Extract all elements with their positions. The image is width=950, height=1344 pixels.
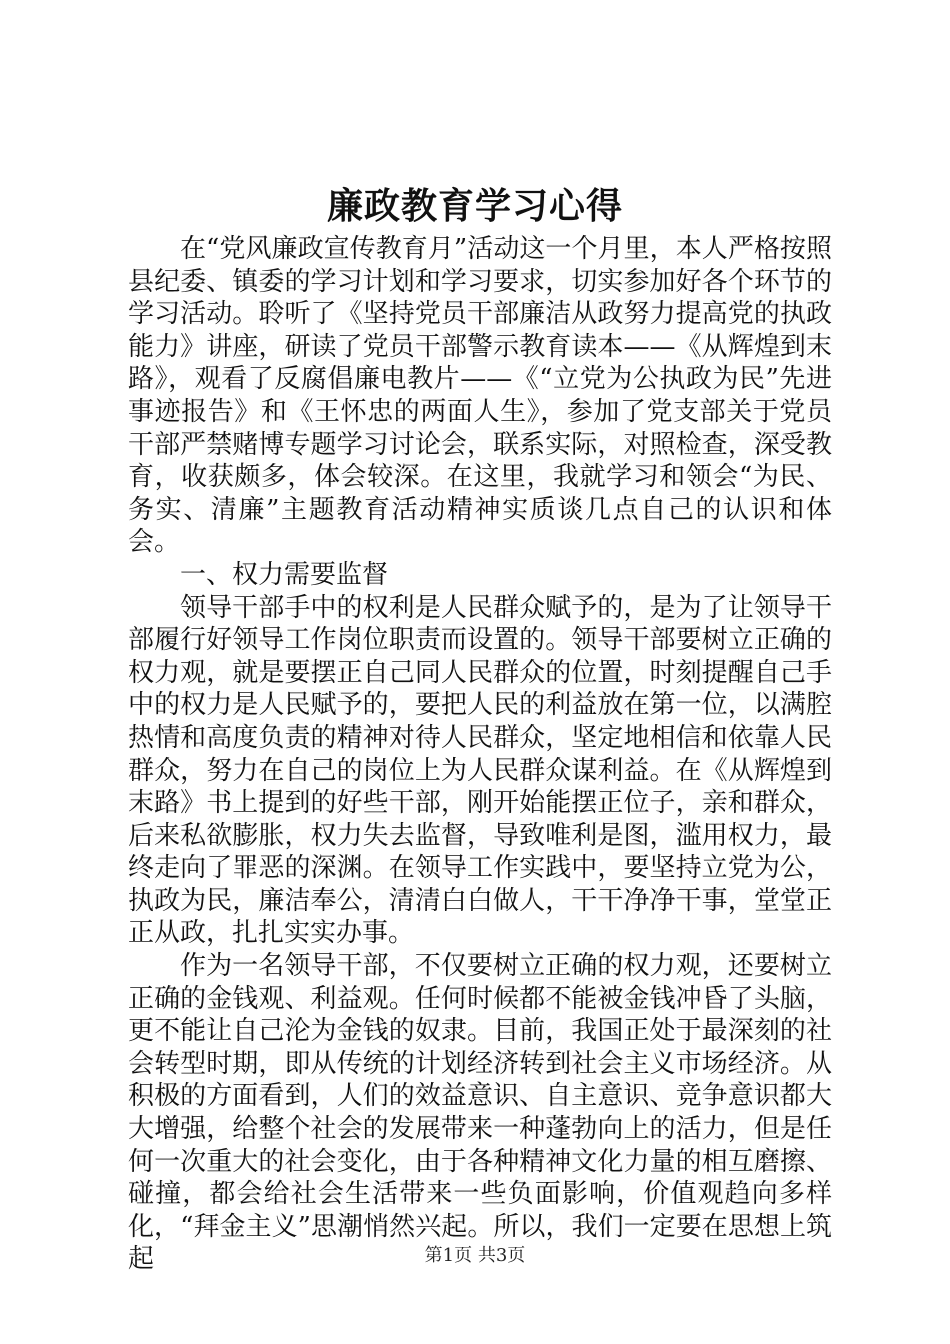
body-paragraph-money: 作为一名领导干部，不仅要树立正确的权力观，还要树立正确的金钱观、利益观。任何时候都不能被金钱冲昏了头脑，更不能让自己沦为金钱的奴隶。目前，我国正处于最深刻的社会转型时期，即从传统的计划经济转到社会主义市场经济。从积极的方面看到，人们的效益意识、自主意识、竞争意识都大大增强，给整个社会的发展带来一种蓬勃向上的活力，但是任何一次重大的社会变化，由于各种精神文化力量的相互磨擦、碰撞，都会给社会生活带来一些负面影响，价值观趋向多样化，“拜金主义”思潮悄然兴起。所以，我们一定要在思想上筑起 <box>128 951 832 1275</box>
intro-paragraph: 在“党风廉政宣传教育月”活动这一个月里，本人严格按照县纪委、镇委的学习计划和学习要求，切实参加好各个环节的学习活动。聆听了《坚持党员干部廉洁从政努力提高党的执政能力》讲座，研读了党员干部警示教育读本——《从辉煌到末路》，观看了反腐倡廉电教片——《“立党为公执政为民”先进事迹报告》和《王怀忠的两面人生》，参加了党支部关于党员干部严禁赌博专题学习讨论会，联系实际，对照检查，深受教育，收获颇多，体会较深。在这里，我就学习和领会“为民、务实、清廉”主题教育活动精神实质谈几点自己的认识和体会。 <box>128 234 832 558</box>
page-footer: 第1页 共3页 <box>424 1245 526 1266</box>
document-title: 廉政教育学习心得 <box>326 185 623 227</box>
document-body <box>128 233 832 1276</box>
body-paragraph-power: 领导干部手中的权利是人民群众赋予的，是为了让领导干部履行好领导工作岗位职责而设置的。领导干部要树立正确的权力观，就是要摆正自己同人民群众的位置，时刻提醒自己手中的权力是人民赋予的，要把人民的利益放在第一位，以满腔热情和高度负责的精神对待人民群众，坚定地相信和依靠人民群众，努力在自己的岗位上为人民群众谋利益。在《从辉煌到末路》书上提到的好些干部，刚开始能摆正位子，亲和群众，后来私欲膨胀，权力失去监督，导致唯利是图，滥用权力，最终走向了罪恶的深渊。在领导工作实践中，要坚持立党为公，执政为民，廉洁奉公，清清白白做人，干干净净干事，堂堂正正从政，扎扎实实办事。 <box>128 592 832 949</box>
section-heading: 一、权力需要监督 <box>180 559 389 590</box>
